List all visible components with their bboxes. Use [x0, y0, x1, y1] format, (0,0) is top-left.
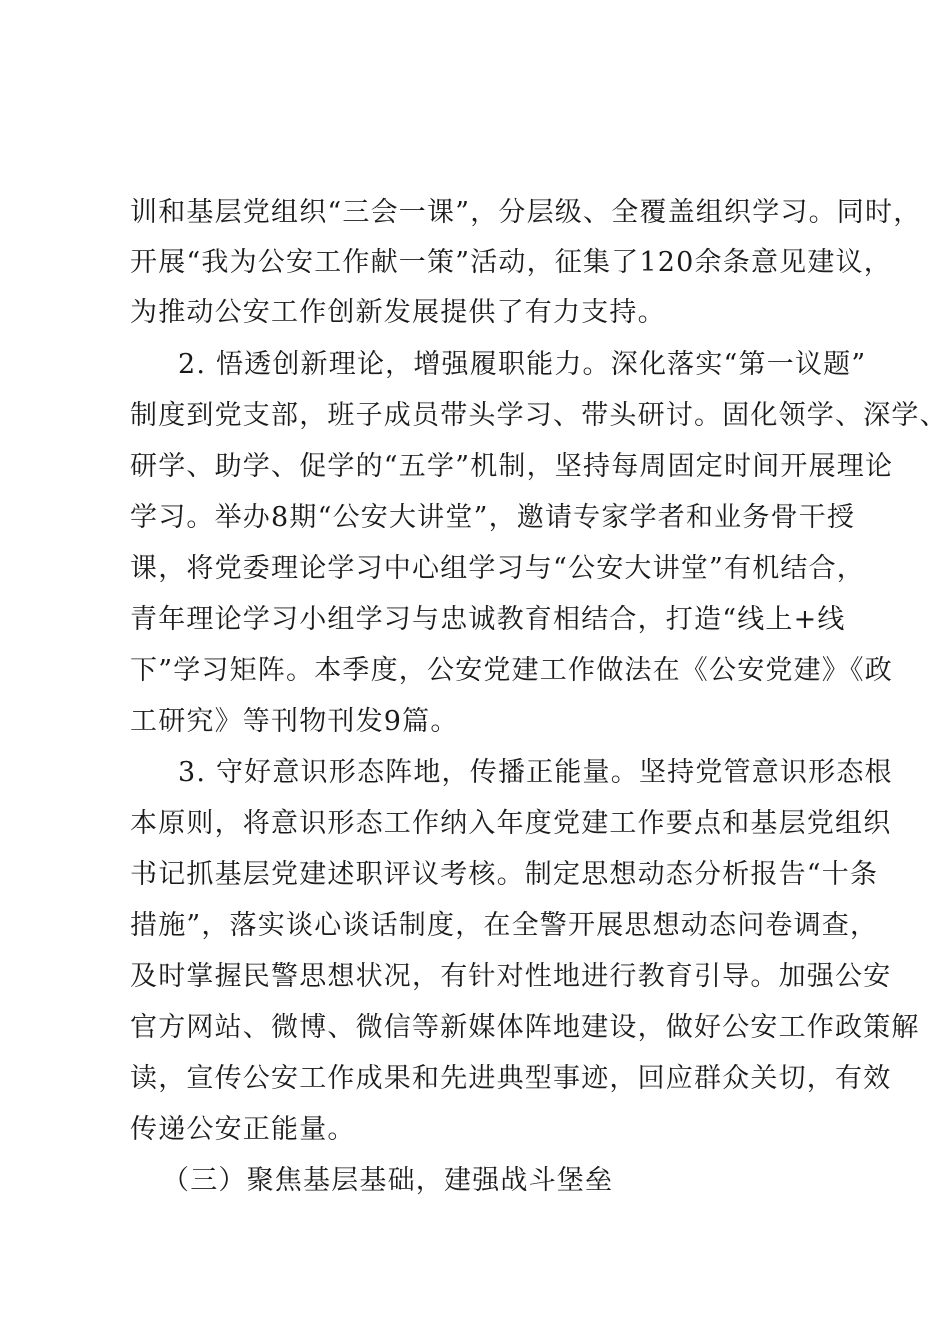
- text-line: 为推动公安工作创新发展提供了有力支持。: [130, 297, 666, 328]
- text-line: 青年理论学习小组学习与忠诚教育相结合，打造“线上+线: [130, 604, 846, 635]
- text-line: 工研究》等刊物刊发9篇。: [130, 706, 459, 737]
- paragraph-3-first-line: 3. 守好意识形态阵地，传播正能量。坚持党管意识形态根: [178, 757, 893, 788]
- text-line: 书记抓基层党建述职评议考核。制定思想动态分析报告“十条: [130, 859, 879, 890]
- text-line: 官方网站、微博、微信等新媒体阵地建设，做好公安工作政策解: [130, 1012, 920, 1043]
- text-line: 及时掌握民警思想状况，有针对性地进行教育引导。加强公安: [130, 961, 892, 992]
- text-line: 训和基层党组织“三会一课”，分层级、全覆盖组织学习。同时，: [130, 197, 922, 228]
- section-heading: （三）聚焦基层基础，建强战斗堡垒: [162, 1165, 614, 1196]
- text-line: 制度到党支部，班子成员带头学习、带头研讨。固化领学、深学、: [130, 400, 948, 431]
- text-line: 措施”，落实谈心谈话制度，在全警开展思想动态问卷调查，: [130, 910, 879, 941]
- text-line: 下”学习矩阵。本季度，公安党建工作做法在《公安党建》《政: [130, 655, 893, 686]
- text-line: 课，将党委理论学习中心组学习与“公安大讲堂”有机结合，: [130, 553, 866, 584]
- paragraph-2-first-line: 2. 悟透创新理论，增强履职能力。深化落实“第一议题”: [178, 349, 867, 380]
- text-line: 开展“我为公安工作献一策”活动，征集了120余条意见建议，: [130, 247, 892, 278]
- text-line: 读，宣传公安工作成果和先进典型事迹，回应群众关切，有效: [130, 1063, 892, 1094]
- text-line: 学习。举办8期“公安大讲堂”，邀请专家学者和业务骨干授: [130, 502, 856, 533]
- text-line: 研学、助学、促学的“五学”机制，坚持每周固定时间开展理论: [130, 451, 894, 482]
- text-line: 传递公安正能量。: [130, 1114, 356, 1145]
- text-line: 本原则，将意识形态工作纳入年度党建工作要点和基层党组织: [130, 808, 892, 839]
